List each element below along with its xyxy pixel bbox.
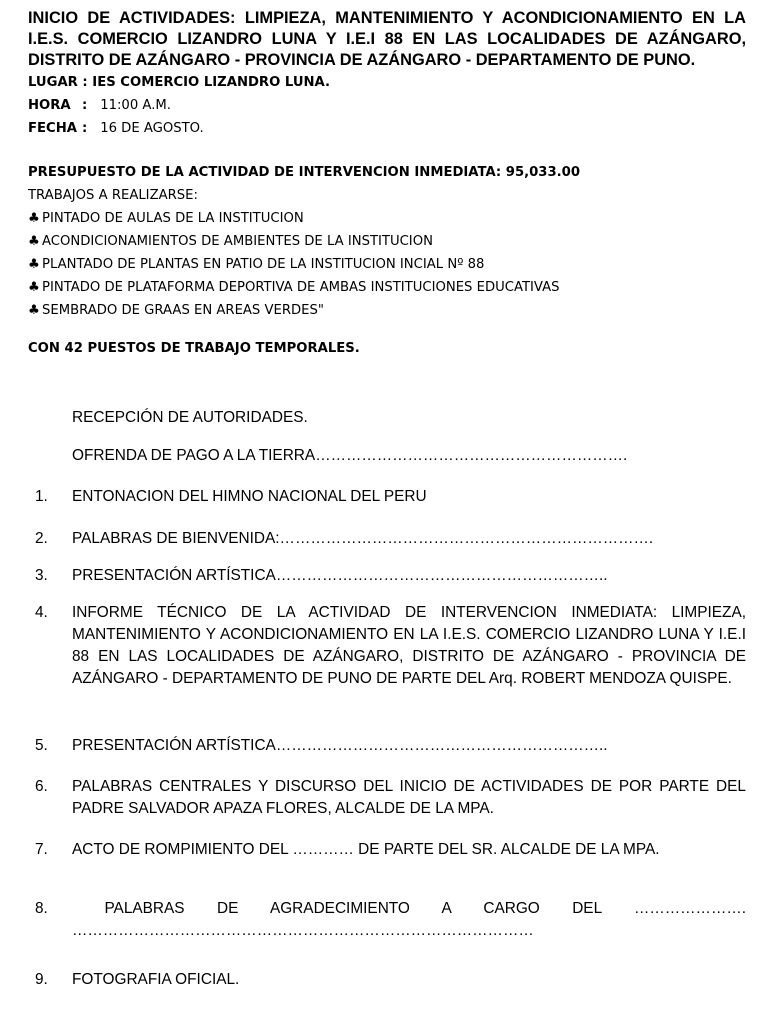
fecha-row	[28, 117, 746, 140]
item-number: 7.	[35, 841, 48, 858]
item-number: 8.	[35, 900, 48, 917]
club-suit-icon: ♣	[28, 257, 40, 272]
lugar-value: IES COMERCIO LIZANDRO LUNA.	[92, 75, 331, 90]
item-text: INFORME TÉCNICO DE LA ACTIVIDAD DE INTERVENCION INMEDIATA: LIMPIEZA, MANTENIMIENTO Y ACONDICIONAMIENTO EN LA I.E.S. COMERCIO LIZANDRO LUNA Y I.E.I 88 EN LAS LOCALIDADES DE AZÁNGARO, DISTRITO DE AZÁNGARO - PROVINCIA DE AZÁNGARO - DEPARTAMENTO DE PUNO DE PARTE DEL Arq. ROBERT MENDOZA QUISPE.	[72, 604, 746, 687]
fecha-label: FECHA	[28, 121, 77, 136]
budget-line: PRESUPUESTO DE LA ACTIVIDAD DE INTERVENCION INMEDIATA: 95,033.00	[28, 165, 581, 180]
hora-colon: :	[82, 98, 88, 113]
work-item: ♣ PINTADO DE AULAS DE LA INSTITUCION	[28, 207, 746, 230]
item-text: ENTONACION DEL HIMNO NACIONAL DEL PERU	[72, 488, 427, 505]
item-text: PALABRAS DE AGRADECIMIENTO A CARGO DEL …………………. ………………………………………………………………………………	[72, 900, 751, 939]
event-info	[28, 71, 746, 360]
item-text: FOTOGRAFIA OFICIAL.	[72, 971, 240, 988]
work-item: ♣ SEMBRADO DE GRAAS EN AREAS VERDES"	[28, 299, 746, 322]
hora-value: 11:00 A.M.	[100, 98, 171, 113]
item-number: 1.	[35, 488, 48, 505]
works-list	[28, 207, 746, 322]
club-suit-icon: ♣	[28, 303, 40, 318]
lugar-label: LUGAR	[28, 75, 78, 90]
item-number: 2.	[35, 530, 48, 547]
work-item: ♣ PLANTADO DE PLANTAS EN PATIO DE LA INSTITUCION INCIAL Nº 88	[28, 253, 746, 276]
item-text: ACTO DE ROMPIMIENTO DEL ………… DE PARTE DEL SR. ALCALDE DE LA MPA.	[72, 841, 660, 858]
item-number: 3.	[35, 567, 48, 584]
fecha-colon: :	[82, 121, 88, 136]
club-suit-icon: ♣	[28, 211, 40, 226]
item-text: PALABRAS DE BIENVENIDA:……………………………………………………………….	[72, 530, 654, 547]
fecha-value: 16 DE AGOSTO.	[100, 121, 204, 136]
work-item: ♣ PINTADO DE PLATAFORMA DEPORTIVA DE AMBAS INSTITUCIONES EDUCATIVAS	[28, 276, 746, 299]
work-item: ♣ ACONDICIONAMIENTOS DE AMBIENTES DE LA INSTITUCION	[28, 230, 746, 253]
hora-label: HORA	[28, 98, 71, 113]
hora-row	[28, 94, 746, 117]
item-text: PRESENTACIÓN ARTÍSTICA………………………………………………………..	[72, 567, 608, 584]
lugar-colon: :	[77, 75, 93, 90]
item-text: PALABRAS CENTRALES Y DISCURSO DEL INICIO DE ACTIVIDADES DE POR PARTE DEL PADRE SALVADOR APAZA FLORES, ALCALDE DE LA MPA.	[72, 778, 746, 817]
club-suit-icon: ♣	[28, 234, 40, 249]
document-page	[28, 0, 746, 360]
item-text: PRESENTACIÓN ARTÍSTICA………………………………………………………..	[72, 737, 608, 754]
document-title: INICIO DE ACTIVIDADES: LIMPIEZA, MANTENIMIENTO Y ACONDICIONAMIENTO EN LA I.E.S. COMERCIO LIZANDRO LUNA Y I.E.I 88 EN LAS LOCALIDADES DE AZÁNGARO, DISTRITO DE AZÁNGARO - PROVINCIA DE AZÁNGARO - DEPARTAMENTO DE PUNO.	[28, 9, 746, 69]
works-heading: TRABAJOS A REALIZARSE:	[28, 188, 198, 203]
lugar-row	[28, 71, 746, 94]
positions-line: CON 42 PUESTOS DE TRABAJO TEMPORALES.	[28, 341, 360, 356]
item-number: 6.	[35, 778, 48, 795]
item-number: 5.	[35, 737, 48, 754]
club-suit-icon: ♣	[28, 280, 40, 295]
item-number: 4.	[35, 604, 48, 621]
item-number: 9.	[35, 971, 48, 988]
